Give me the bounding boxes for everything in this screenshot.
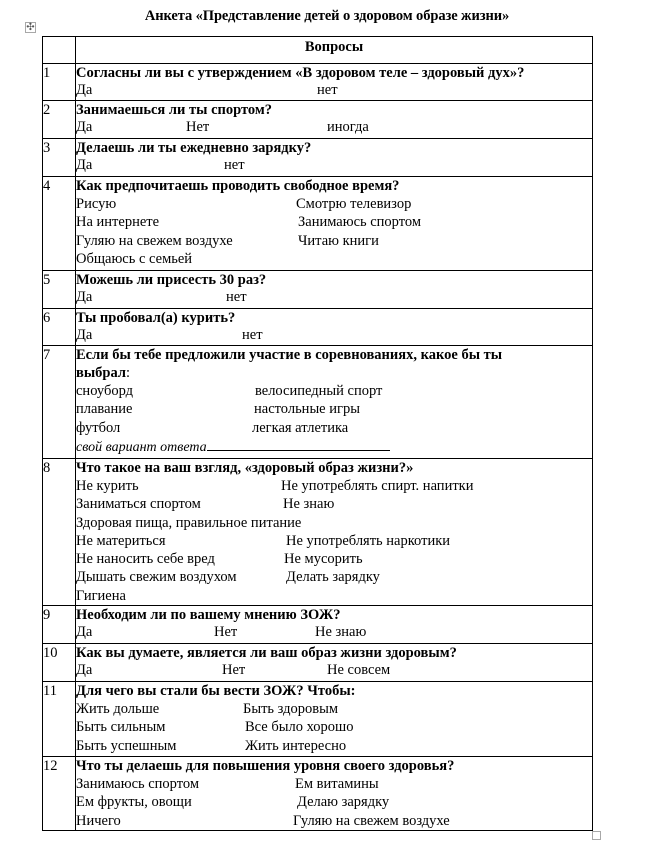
custom-answer-blank[interactable]	[207, 437, 390, 451]
answer-option[interactable]: Быть здоровым	[243, 701, 339, 718]
answer-option[interactable]: Не употреблять наркотики	[286, 532, 451, 549]
row-number: 10	[43, 644, 76, 682]
answer-option[interactable]: Все было хорошо	[245, 719, 354, 736]
survey-title: Анкета «Представление детей о здоровом образе жизни»	[144, 8, 510, 24]
answer-option[interactable]: Читаю книги	[298, 232, 379, 249]
answer-option[interactable]: Ничего	[76, 812, 121, 829]
table-row	[43, 139, 593, 177]
answer-options	[76, 289, 592, 306]
question-cell	[76, 606, 593, 644]
question-cell	[76, 682, 593, 757]
answer-option[interactable]: Занимаюсь спортом	[76, 776, 200, 793]
answer-option[interactable]: нет	[242, 327, 263, 343]
table-row	[43, 271, 593, 309]
table-move-handle-icon[interactable]: ✣	[26, 22, 35, 33]
row-number: 8	[43, 459, 76, 606]
answer-options	[76, 82, 592, 99]
answer-option[interactable]: Дышать свежим воздухом	[76, 569, 237, 586]
question-cell	[76, 309, 593, 346]
answer-option[interactable]: велосипедный спорт	[255, 383, 383, 399]
table-row	[43, 682, 593, 757]
answer-option[interactable]: Быть успешным	[76, 737, 177, 754]
answer-option[interactable]: легкая атлетика	[252, 419, 349, 436]
answer-option[interactable]: Делать зарядку	[286, 569, 380, 586]
question-text: Как предпочитаешь проводить свободное время?	[76, 178, 400, 194]
question-text: Что такое на ваш взгляд, «здоровый образ жизни?»	[76, 460, 414, 476]
answer-option[interactable]: Смотрю телевизор	[296, 196, 412, 212]
question-cell	[76, 139, 593, 177]
answer-option[interactable]: нет	[226, 289, 247, 305]
answer-option[interactable]: футбол	[76, 419, 121, 436]
answer-option[interactable]: нет	[224, 157, 245, 173]
row-number: 12	[43, 757, 76, 831]
answer-option[interactable]: Не наносить себе вред	[76, 551, 215, 568]
table-header-row	[43, 37, 593, 64]
question-text: Для чего вы стали бы вести ЗОЖ? Чтобы:	[76, 683, 356, 700]
custom-answer-field[interactable]: свой вариант ответа	[76, 437, 592, 455]
row-number: 6	[43, 309, 76, 346]
answer-option[interactable]: Да	[76, 662, 93, 679]
table-row	[43, 459, 593, 606]
question-text: Занимаешься ли ты спортом?	[76, 102, 273, 118]
answer-option[interactable]: Нет	[222, 662, 246, 679]
answer-option[interactable]: нет	[317, 82, 338, 98]
question-cell	[76, 177, 593, 271]
question-cell	[76, 64, 593, 101]
answer-options	[76, 157, 592, 174]
survey-table	[42, 36, 593, 831]
answer-option[interactable]: Не совсем	[327, 662, 391, 679]
answer-option[interactable]: Не курить	[76, 478, 139, 494]
answer-option[interactable]: Ем фрукты, овощи	[76, 794, 192, 811]
table-row	[43, 606, 593, 644]
question-text: Можешь ли присесть 30 раз?	[76, 272, 267, 288]
answer-option[interactable]: Рисую	[76, 196, 117, 212]
answer-option[interactable]: Не знаю	[283, 496, 335, 513]
row-number: 9	[43, 606, 76, 644]
question-cell	[76, 346, 593, 459]
answer-option[interactable]: Общаюсь с семьей	[76, 250, 193, 267]
answer-option[interactable]: Не знаю	[315, 624, 367, 641]
answer-options	[76, 662, 592, 679]
answer-option[interactable]: Да	[76, 157, 93, 173]
answer-option[interactable]: Здоровая пища, правильное питание	[76, 514, 302, 531]
answer-option[interactable]: иногда	[327, 119, 369, 135]
question-text: Согласны ли вы с утверждением «В здоровом теле – здоровый дух»?	[76, 65, 525, 81]
question-text: Делаешь ли ты ежедневно зарядку?	[76, 140, 312, 156]
answer-option[interactable]: сноуборд	[76, 383, 134, 399]
question-text: Как вы думаете, является ли ваш образ жизни здоровым?	[76, 645, 457, 662]
table-resize-handle-icon[interactable]	[592, 831, 601, 840]
question-cell	[76, 644, 593, 682]
answer-option[interactable]: Не мусорить	[284, 551, 363, 568]
answer-options	[76, 327, 592, 344]
answer-option[interactable]: Не материться	[76, 532, 166, 549]
row-number: 5	[43, 271, 76, 309]
answer-option[interactable]: Гуляю на свежем воздухе	[293, 812, 450, 829]
question-text: Если бы тебе предложили участие в соревнованиях, какое бы ты выбрал:	[76, 347, 503, 381]
row-number: 2	[43, 101, 76, 139]
row-number: 3	[43, 139, 76, 177]
question-text: Ты пробовал(а) курить?	[76, 310, 236, 326]
answer-option[interactable]: Ем витамины	[295, 776, 379, 793]
answer-option[interactable]: Гуляю на свежем воздухе	[76, 232, 233, 249]
answer-options	[76, 119, 592, 136]
answer-option[interactable]: настольные игры	[254, 401, 360, 418]
answer-option[interactable]: Делаю зарядку	[297, 794, 390, 811]
row-number: 7	[43, 346, 76, 459]
answer-option[interactable]: Да	[76, 119, 93, 135]
question-cell	[76, 101, 593, 139]
table-row	[43, 346, 593, 459]
question-text: Необходим ли по вашему мнению ЗОЖ?	[76, 607, 341, 624]
question-cell	[76, 459, 593, 606]
answer-option[interactable]: Да	[76, 289, 93, 305]
answer-option[interactable]: Гигиена	[76, 587, 126, 604]
answer-option[interactable]: Жить интересно	[245, 737, 347, 754]
table-row	[43, 177, 593, 271]
answer-option[interactable]: Жить дольше	[76, 701, 160, 718]
header-num-cell	[43, 37, 76, 64]
answer-option[interactable]: Быть сильным	[76, 719, 166, 736]
answer-option[interactable]: Нет	[214, 624, 238, 641]
answer-option[interactable]: Занимаюсь спортом	[298, 214, 422, 231]
answer-option[interactable]: Не употреблять спирт. напитки	[281, 478, 474, 494]
answer-option[interactable]: плавание	[76, 401, 133, 418]
row-number: 4	[43, 177, 76, 271]
answer-option[interactable]: На интернете	[76, 214, 160, 231]
answer-option[interactable]: Да	[76, 624, 93, 641]
table-row	[43, 101, 593, 139]
answer-option[interactable]: Нет	[186, 119, 210, 135]
answer-option[interactable]: Да	[76, 82, 93, 98]
question-cell	[76, 757, 593, 831]
row-number: 1	[43, 64, 76, 101]
answer-option[interactable]: Да	[76, 327, 93, 343]
table-row	[43, 64, 593, 101]
question-text: Что ты делаешь для повышения уровня своего здоровья?	[76, 758, 455, 775]
table-row	[43, 757, 593, 831]
row-number: 11	[43, 682, 76, 757]
table-row	[43, 644, 593, 682]
answer-option[interactable]: Заниматься спортом	[76, 496, 201, 513]
table-row	[43, 309, 593, 346]
question-cell	[76, 271, 593, 309]
answer-options	[76, 624, 592, 641]
header-questions: Вопросы	[76, 37, 593, 64]
